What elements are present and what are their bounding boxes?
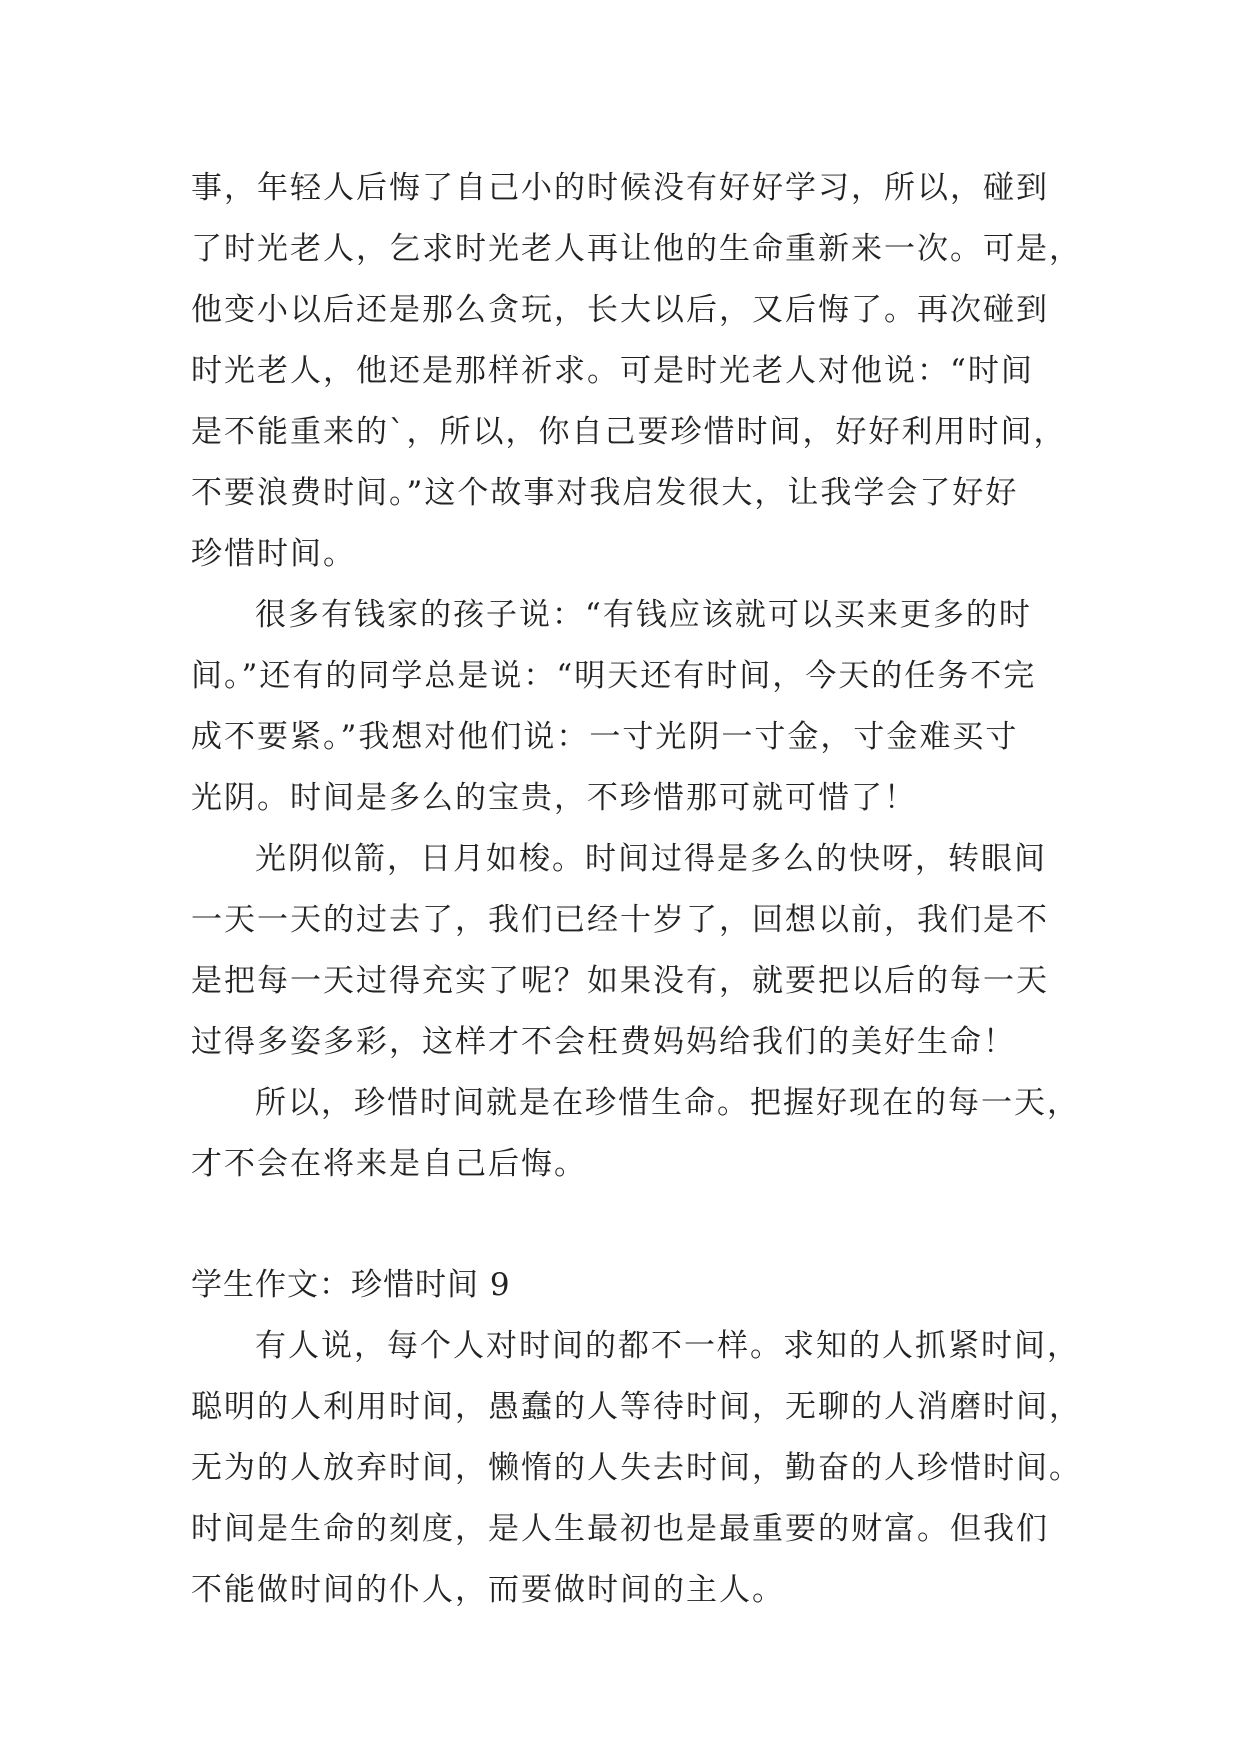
- text-line: 事，年轻人后悔了自己小的时候没有好好学习，所以，碰到: [191, 170, 1049, 206]
- document-body: [191, 158, 1082, 1621]
- text-line: 光阴似箭，日月如梭。时间过得是多么的快呀，转眼间: [255, 841, 1047, 877]
- text-line: 聪明的人利用时间，愚蠢的人等待时间，无聊的人消磨时间，: [191, 1389, 1082, 1425]
- text-line: 不要浪费时间。”这个故事对我启发很大，让我学会了好好: [191, 475, 1019, 511]
- paragraph-rich-children: [191, 585, 1071, 829]
- paragraph-story-continuation: [191, 158, 1082, 585]
- text-line: 很多有钱家的孩子说：“有钱应该就可以买来更多的时: [255, 597, 1032, 633]
- text-line: 一天一天的过去了，我们已经十岁了，回想以前，我们是不: [191, 902, 1049, 938]
- paragraph-essay-9: [191, 1316, 1082, 1621]
- text-line: 时光老人，他还是那样祈求。可是时光老人对他说：“时间: [191, 353, 1034, 389]
- text-line: 珍惜时间。: [191, 536, 356, 572]
- text-line: 无为的人放弃时间，懒惰的人失去时间，勤奋的人珍惜时间。: [191, 1450, 1082, 1486]
- text-line: 才不会在将来是自己后悔。: [191, 1146, 587, 1182]
- section-heading: 学生作文：珍惜时间 9: [191, 1267, 511, 1303]
- text-line: 不能做时间的仆人，而要做时间的主人。: [191, 1572, 785, 1608]
- paragraph-time-flies: [191, 829, 1071, 1073]
- text-line: 他变小以后还是那么贪玩，长大以后，又后悔了。再次碰到: [191, 292, 1049, 328]
- text-line: 成不要紧。”我想对他们说：一寸光阴一寸金，寸金难买寸: [191, 719, 1019, 755]
- text-line: 过得多姿多彩，这样才不会枉费妈妈给我们的美好生命！: [191, 1024, 1016, 1060]
- text-line: 是把每一天过得充实了呢？如果没有，就要把以后的每一天: [191, 963, 1049, 999]
- paragraph-conclusion: [191, 1073, 1080, 1195]
- text-line: 光阴。时间是多么的宝贵，不珍惜那可就可惜了！: [191, 780, 917, 816]
- text-line: 了时光老人，乞求时光老人再让他的生命重新来一次。可是，: [191, 231, 1082, 267]
- section-spacer: [191, 1195, 1071, 1255]
- text-line: 是不能重来的`，所以，你自己要珍惜时间，好好利用时间，: [191, 414, 1067, 450]
- text-line: 所以，珍惜时间就是在珍惜生命。把握好现在的每一天，: [255, 1085, 1080, 1121]
- text-line: 时间是生命的刻度，是人生最初也是最重要的财富。但我们: [191, 1511, 1049, 1547]
- text-line: 有人说，每个人对时间的都不一样。求知的人抓紧时间，: [255, 1328, 1080, 1364]
- text-line: 间。”还有的同学总是说：“明天还有时间，今天的任务不完: [191, 658, 1037, 694]
